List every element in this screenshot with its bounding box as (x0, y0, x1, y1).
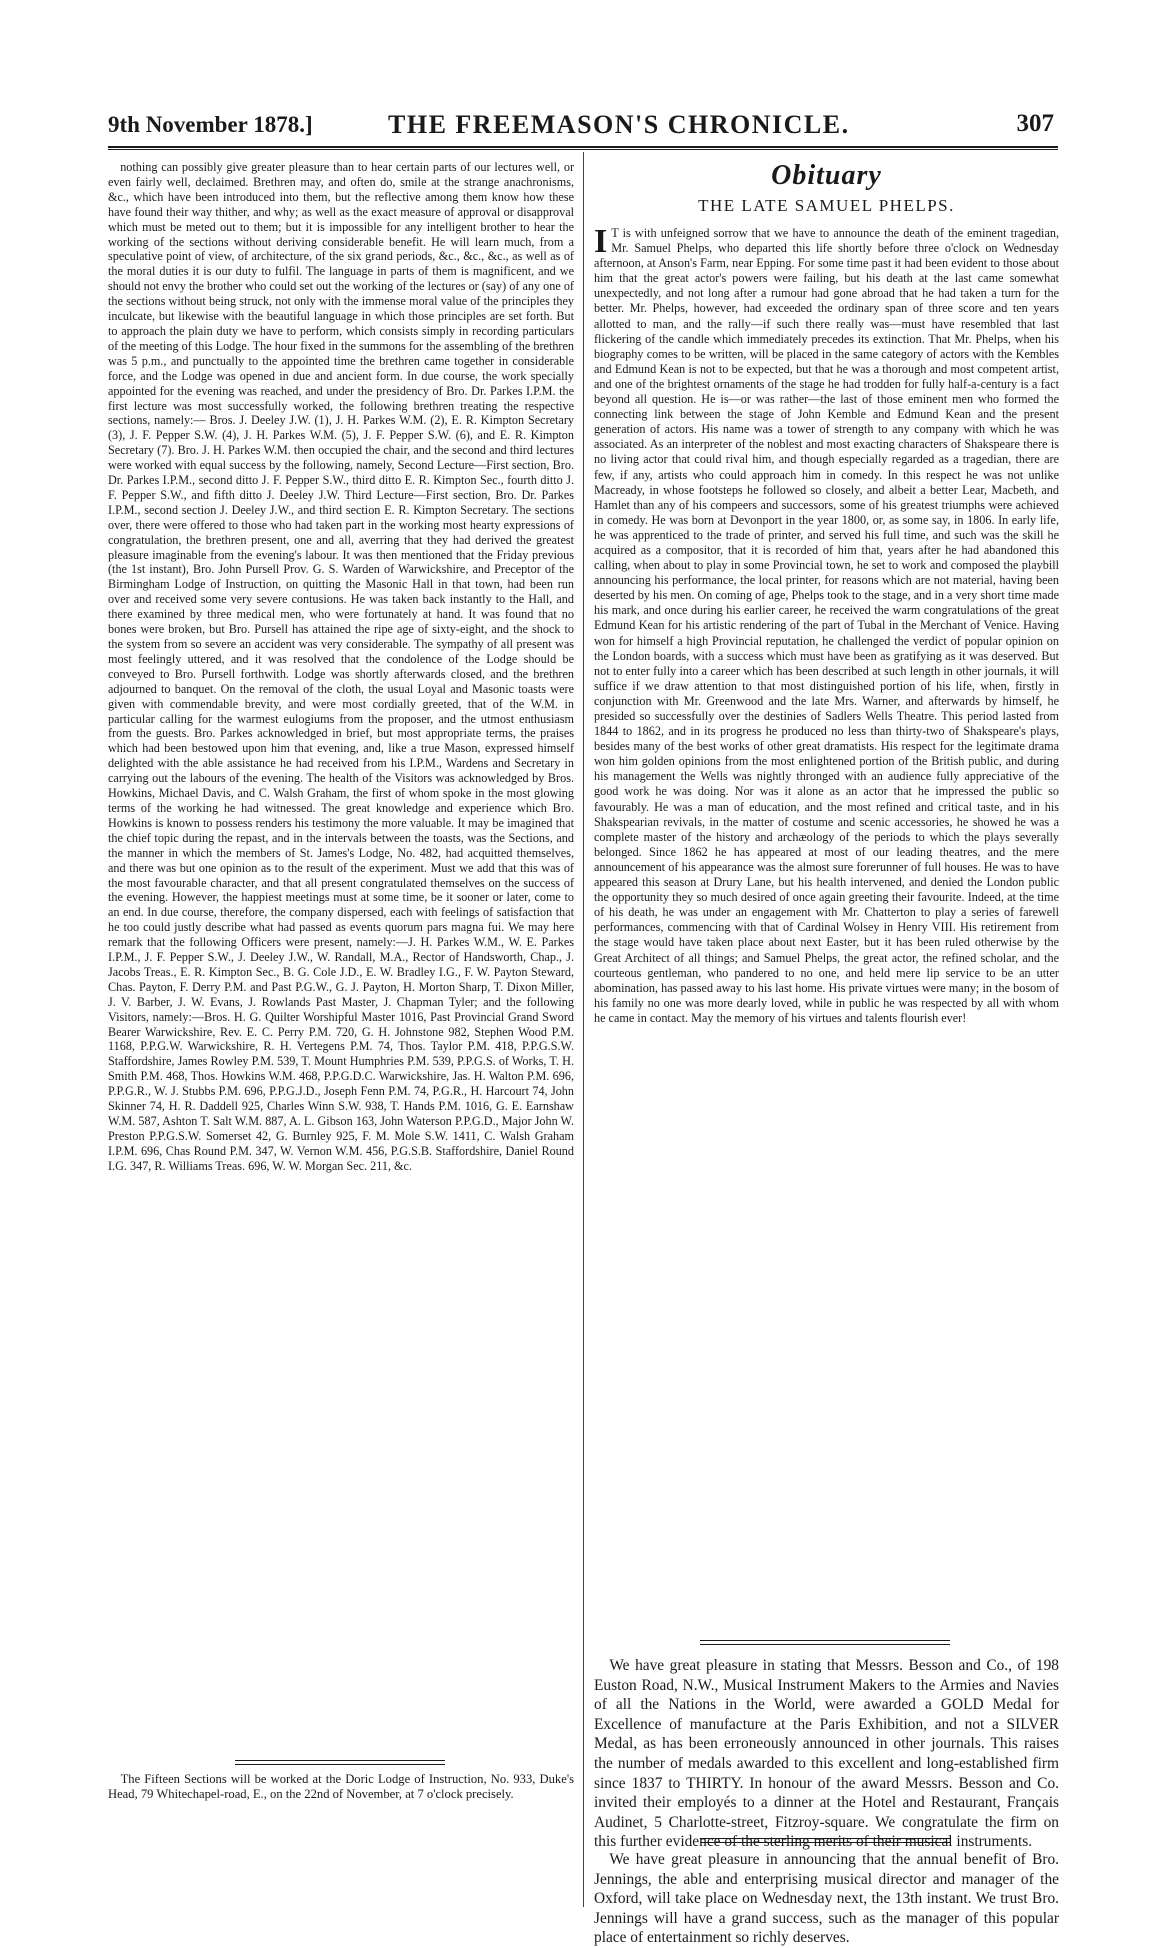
column-divider (583, 152, 584, 1907)
page-number: 307 (1016, 110, 1054, 137)
obituary-article (594, 223, 1059, 1634)
lodge-report-body: nothing can possibly give greater pleasure than to hear certain parts of our lectures well, or even fairly well, declaimed. Brethren may, and often do, smile at the strange anachronisms, &c., which have been introduced into them, but the reflective among them know how these have found their way thither, and why; as well as the exact measure of approval or disapproval which must be meted out to them; but it is impossible for any intelligent brother to hear the working of the sections without deriving considerable benefit. He will learn much, from a speculative point of view, of architecture, of the six grand periods, &c., &c., &c., as well as of the moral duties it is our duty to fulfil. The language in parts of them is magnificent, and we should not envy the brother who could set out the working of the lectures or (say) of any one of the sections without being struck, not only with the immense moral value of the principles they inculcate, but likewise with the beautiful language in which those principles are set forth. But to approach the plain duty we have to perform, which consists simply in recording particulars of the meeting of this Lodge. The hour fixed in the summons for the assembling of the brethren was 5 p.m., and punctually to the appointed time the brethren came together in considerable force, and the Lodge was opened in due and ancient form. In due course, the work specially appointed for the evening was reached, and under the presidency of Bro. Dr. Parkes I.P.M. the first lecture was most successfully worked, the following brethren treating the respective sections, namely:— Bros. J. Deeley J.W. (1), J. H. Parkes W.M. (2), E. R. Kimpton Secretary (3), J. F. Pepper S.W. (4), J. H. Parkes W.M. (5), J. F. Pepper S.W. (6), and E. R. Kimpton Secretary (7). Bro. J. H. Parkes W.M. then occupied the chair, and the second and third lectures were worked with equal success by the following, namely, Second Lecture—First section, Bro. Dr. Parkes I.P.M., second ditto J. F. Pepper S.W., third ditto E. R. Kimpton Sec., fourth ditto J. F. Pepper S.W., and fifth ditto J. Deeley J.W. Third Lecture—First section, Bro. Dr. Parkes I.P.M., second section J. Deeley J.W., and third section E. R. Kimpton Secretary. The sections over, there were offered to those who had taken part in the working most hearty expressions of congratulation, the brethren present, one and all, averring that they had derived the greatest pleasure imaginable from the evening's labour. It was then mentioned that the Friday previous (the 1st instant), Bro. John Pursell Prov. G. S. Warden of Warwickshire, and Preceptor of the Birmingham Lodge of Instruction, on quitting the Masonic Hall in that town, had been run over and received some very severe contusions. He was taken back instantly to the Hall, and there examined by three medical men, who were fortunately at hand. It was found that no bones were broken, but Bro. Pursell has attained the ripe age of sixty-eight, and the shock to the system from so severe an accident was very considerable. The sympathy of all present was most feelingly uttered, and it was resolved that the condolence of the Lodge should be conveyed to Bro. Pursell forthwith. Lodge was shortly afterwards closed, and the brethren adjourned to banquet. On the removal of the cloth, the usual Loyal and Masonic toasts were given with commendable brevity, and were most cordially greeted, that of the W.M. in particular calling for the warmest eulogiums from the proposer, and the utmost enthusiasm from the guests. Bro. Parkes acknowledged in brief, but most appropriate terms, the praises which had been bestowed upon him that evening, and, like a true Mason, expressed himself delighted with the able assistance he had received from his I.P.M., Wardens and Secretary in carrying out the labours of the evening. The health of the Visitors was acknowledged by Bros. Howkins, Michael Davis, and C. Walsh Graham, the first of whom spoke in the most glowing terms of the working he had witnessed. The great knowledge and experience which Bro. Howkins is known to possess renders his testimony the more valuable. It may be imagined that the chief topic during the repast, and in the intervals between the toasts, was the Sections, and the manner in which the members of St. James's Lodge, No. 482, had acquitted themselves, and there was but one opinion as to the result of the experiment. Must we add that this was of the most favourable character, and that all present congratulated themselves on the success of the evening. However, the happiest meetings must at some time, be it sooner or later, come to an end. In due course, therefore, the company dispersed, each with feelings of satisfaction that he too could justly describe what had passed as events quorum pars magna fui. We may here remark that the following Officers were present, namely:—J. H. Parkes W.M., W. E. Parkes I.P.M., J. F. Pepper S.W., J. Deeley J.W., W. Randall, M.A., Rector of Handsworth, Chap., J. Jacobs Treas., E. R. Kimpton Sec., B. G. Cole J.D., E. W. Bradley I.G., F. W. Payton Steward, Chas. Payton, F. Derry P.M. and Past P.G.W., G. J. Payton, H. Morton Sharp, T. Dixon Miller, J. V. Barber, J. W. Evans, J. Rowlands Past Master, J. Chapman Tyler; and the following Visitors, namely:—Bros. H. G. Quilter Worshipful Master 1016, Past Provincial Grand Sword Bearer Warwickshire, Rev. E. C. Perry P.M. 720, G. H. Johnstone 982, Stephen Wood P.M. 1168, P.P.G.W. Warwickshire, R. H. Vertegens P.M. 74, Thos. Taylor P.M. 418, P.P.G.S.W. Staffordshire, James Rowley P.M. 539, T. Mount Humphries P.M. 539, P.P.G.S. of Works, T. H. Smith P.M. 468, Thos. Howkins W.M. 468, P.P.G.D.C. Warwickshire, Jas. H. Walton P.M. 696, P.P.G.R., W. J. Stubbs P.M. 696, P.P.G.J.D., Joseph Fenn P.M. 74, P.G.R., H. Harcourt 74, John Skinner 74, H. R. Daddell 925, Charles Winn S.W. 938, T. Hands P.M. 1016, G. E. Earnshaw W.M. 587, Ashton T. Salt W.M. 887, A. L. Gibson 163, John Waterson P.P.G.D., Major John W. Preston P.P.G.S.W. Somerset 42, G. Burnley 925, F. M. Mole S.W. 1411, C. Walsh Graham I.P.M. 696, Chas Round P.M. 347, W. Vernon W.M. 456, P.G.S.B. Staffordshire, Daniel Round I.G. 347, R. Williams Treas. 696, W. W. Morgan Sec. 211, &c. (108, 160, 574, 1173)
lodge-report-article (108, 160, 574, 1750)
doric-lodge-notice-text: The Fifteen Sections will be worked at the Doric Lodge of Instruction, No. 933, Duke's Head, 79 Whitechapel-road, E., on the 22nd of November, at 7 o'clock precisely. (108, 1772, 574, 1802)
obituary-body: T is with unfeigned sorrow that we have to announce the death of the eminent tragedian, Mr. Samuel Phelps, who departed this life shortly before three o'clock on Wednesday afternoon, at Anson's Farm, near Epping. For some time past it had been evident to those about him that the great actor's powers were failing, but his death at the last came somewhat unexpectedly, and not long after a rumour had gone abroad that he had taken a turn for the better. Mr. Phelps, however, had exceeded the ordinary span of three score and ten years allotted to man, and the rally—if such there really was—must have resembled that last flickering of the candle which immediately precedes its extinction. That Mr. Phelps, when his biography comes to be written, will be placed in the same category of actors with the Kembles and Edmund Kean is not to be expected, but that he was a thorough and most competent artist, and one of the brightest ornaments of the stage he had trodden for fully half-a-century is a fact beyond all question. He is—or was rather—the last of those eminent men who formed the connecting link between the stage of John Kemble and Edmund Kean and the present generation of actors. His name was a tower of strength to any company with which he was associated. As an interpreter of the noblest and most exacting characters of Shakspeare there is no living actor that could rival him, and though especially regarded as a tragedian, there are few, if any, artists who could approach him in comedy. In this respect he was not unlike Macready, in whose footsteps he followed so closely, and albeit a better Lear, Macbeth, and Hamlet than any of his compeers and successors, some of his greatest triumphs were achieved in comedy. He was born at Devonport in the year 1800, or, as some say, in 1806. In early life, he was apprenticed to the trade of printer, and served his full time, and such was the skill he acquired as a compositor, that it is recorded of him that, years after he had abandoned this calling, when about to play in some Provincial town, he set to work and composed the playbill announcing his performance, the local printer, for reasons which are not material, having been deserted by his men. On coming of age, Phelps took to the stage, and in a very short time made his mark, and once during his earlier career, he received the warm congratulations of the great Edmund Kean for his artistic rendering of the part of Tubal in the Merchant of Venice. Having won for himself a high Provincial reputation, he challenged the verdict of popular opinion on the London boards, with a success which must have been as gratifying as it was deserved. But not to enter fully into a career which has been described at such length in other journals, it will suffice if we draw attention to that most distinguished portion of his life, when, firstly in conjunction with Mr. Greenwood and the late Mrs. Warner, and afterwards by himself, he presided so successfully over the destinies of Sadlers Wells Theatre. This period lasted from 1844 to 1862, and in its progress he produced no less than thirty-two of Shakspeare's plays, besides many of the best works of other great dramatists. His respect for the legitimate drama won him golden opinions from the most enlightened portion of the British public, and during his management the Wells was nightly thronged with an audience fully appreciative of the good work he was doing. Nor was it alone as an actor that he impressed the public so favourably. He was a man of education, and the most refined and critical taste, and in his Shakspearian revivals, in the matter of costume and scenic accessories, he showed he was a complete master of the history and archæology of the periods to which the plays severally belonged. Since 1862 he has appeared at most of our leading theatres, and the mere announcement of his appearance was the almost sure forerunner of full houses. He was to have appeared this season at Drury Lane, but his health intervened, and denied the London public the opportunity they so much desired of once again greeting their favourite. Indeed, at the time of his death, he was under an engagement with Mr. Chatterton to play a series of farewell performances, commencing with that of Cardinal Wolsey in Henry VIII. His retirement from the stage would have taken place about next Easter, but it has been ruled otherwise by the Great Architect of all things; and Samuel Phelps, the great actor, the refined scholar, and the courteous gentleman, who pandered to no one, and held mere lip service to be an utter abomination, has passed away to his last home. His private virtues were many; in the bosom of his family no one was more dearly loved, while in public he was respected by all with whom he came in contact. May the memory of his virtues and talents flourish ever! (594, 226, 1059, 1025)
besson-notice (594, 1656, 1059, 1851)
section-separator (700, 1838, 950, 1843)
masthead-title: THE FREEMASON'S CHRONICLE. (388, 110, 850, 139)
page-header (108, 104, 1058, 148)
section-separator (235, 1760, 445, 1765)
header-rule (108, 149, 1058, 150)
jennings-notice-text: We have great pleasure in announcing that the annual benefit of Bro. Jennings, the able and enterprising musical director and manager of the Oxford, will take place on Wednesday next, the 13th instant. We trust Bro. Jennings will have a grand success, such as the manager of this popular place of entertainment so richly deserves. (594, 1851, 1059, 1947)
header-date: 9th November 1878.] (108, 112, 313, 137)
section-separator (700, 1640, 950, 1645)
obituary-paragraph (594, 223, 1059, 1026)
doric-lodge-notice (108, 1772, 574, 1832)
obituary-heading: Obituary (771, 160, 882, 191)
obituary-subheading: THE LATE SAMUEL PHELPS. (698, 196, 955, 215)
jennings-notice (594, 1850, 1059, 1947)
besson-notice-text: We have great pleasure in stating that Messrs. Besson and Co., of 198 Euston Road, N.W., Musical Instrument Makers to the Armies and Navies of all the Nations in the World, were awarded a GOLD Medal for Excellence of manufacture at the Paris Exhibition, and not a SILVER Medal, as has been erroneously announced in other journals. This raises the number of medals awarded to this excellent and long-established firm since 1837 to THIRTY. In honour of the award Messrs. Besson and Co. invited their employés to a dinner at the Hotel and Restaurant, Français Audinet, 5 Charlotte-street, Fitzroy-square. We congratulate the firm on this further evidence of the sterling merits of their musical instruments. (594, 1657, 1059, 1851)
obituary-dropcap: I (594, 223, 608, 260)
